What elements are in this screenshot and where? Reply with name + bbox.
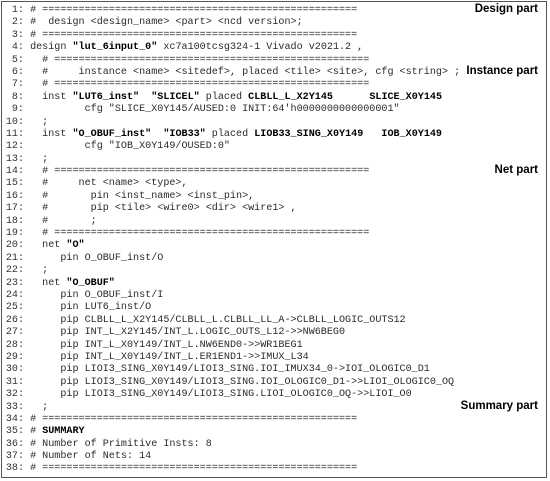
code-text: ; xyxy=(30,116,49,128)
line-number: 30: xyxy=(5,364,24,376)
line-number: 11: xyxy=(5,128,24,140)
code-text: # ==================================================== xyxy=(30,54,370,66)
line-number: 7: xyxy=(11,79,24,91)
line-number: 22: xyxy=(5,265,24,277)
code-line xyxy=(2,240,546,252)
code-line xyxy=(2,203,546,215)
line-number: 29: xyxy=(5,351,24,363)
code-text: # ==================================================== xyxy=(30,29,358,41)
code-text xyxy=(363,129,381,140)
code-text: # net <name> <type>, xyxy=(30,178,188,190)
line-number: 33: xyxy=(5,401,24,413)
line-number: 3: xyxy=(11,29,24,41)
code-line xyxy=(2,216,546,228)
line-number: 5: xyxy=(11,54,24,66)
line-number: 25: xyxy=(5,302,24,314)
line-number: 15: xyxy=(5,178,24,190)
code-line xyxy=(2,352,546,364)
code-keyword-value: CLBLL_L_X2Y145 xyxy=(248,91,333,103)
line-number: 26: xyxy=(5,314,24,326)
code-keyword-value: "SLICEL" xyxy=(151,91,200,103)
code-text: # design <design_name> <part> <ncd version>; xyxy=(30,17,303,29)
code-line xyxy=(2,5,546,17)
code-line xyxy=(2,228,546,240)
code-line xyxy=(2,129,546,141)
line-number: 34: xyxy=(5,413,24,425)
code-text: design xyxy=(30,42,73,54)
code-line xyxy=(2,399,546,414)
code-text: net xyxy=(30,277,67,289)
code-line xyxy=(2,364,546,376)
code-line xyxy=(2,327,546,339)
code-keyword-value: LIOB33_SING_X0Y149 xyxy=(254,128,364,140)
code-text: pin LUT6_inst/O xyxy=(30,302,152,314)
line-number: 2: xyxy=(11,17,24,29)
line-number: 28: xyxy=(5,339,24,351)
section-annotation-summary: Summary part xyxy=(458,400,538,412)
line-number: 31: xyxy=(5,376,24,388)
code-line xyxy=(2,141,546,153)
code-text: # pip <tile> <wire0> <dir> <wire1> , xyxy=(30,203,297,215)
code-text: ; xyxy=(30,401,49,413)
code-text: # ==================================================== xyxy=(30,463,358,475)
code-text xyxy=(139,92,151,103)
line-number: 16: xyxy=(5,190,24,202)
code-keyword-value: "IOB33" xyxy=(163,128,206,140)
code-text: pin O_OBUF_inst/I xyxy=(30,289,164,301)
code-line xyxy=(2,104,546,116)
code-line xyxy=(2,463,546,475)
line-number: 1: xyxy=(11,5,24,16)
code-text: # ; xyxy=(30,215,97,227)
code-line xyxy=(2,79,546,91)
code-text: # Number of Nets: 14 xyxy=(30,451,152,463)
section-annotation-design: Design part xyxy=(472,3,538,15)
line-number: 23: xyxy=(5,277,24,289)
line-number: 36: xyxy=(5,438,24,450)
code-text: # ==================================================== xyxy=(30,166,370,178)
line-number: 38: xyxy=(5,463,24,475)
code-text xyxy=(151,129,163,140)
line-number: 14: xyxy=(5,166,24,178)
code-line xyxy=(2,92,546,104)
code-text xyxy=(333,92,369,103)
code-keyword-value: IOB_X0Y149 xyxy=(381,128,442,140)
code-text: # xyxy=(30,426,43,438)
code-text: # ==================================================== xyxy=(30,228,370,240)
code-line xyxy=(2,30,546,42)
code-keyword-value: SLICE_X0Y145 xyxy=(369,91,443,103)
code-listing xyxy=(2,5,546,476)
code-text: # ==================================================== xyxy=(30,79,370,91)
code-listing-frame xyxy=(1,1,547,478)
code-line xyxy=(2,340,546,352)
code-text: pip LIOI3_SING_X0Y149/LIOI3_SING.IOI_OLOGIC0_D1->>LIOI_OLOGIC0_OQ xyxy=(30,376,455,388)
code-line xyxy=(2,117,546,129)
code-line xyxy=(2,166,546,178)
code-text: # pin <inst_name> <inst_pin>, xyxy=(30,190,255,202)
line-number: 9: xyxy=(11,104,24,116)
code-line xyxy=(2,64,546,79)
line-number: 27: xyxy=(5,327,24,339)
line-number: 18: xyxy=(5,215,24,227)
code-line xyxy=(2,426,546,438)
line-number: 35: xyxy=(5,426,24,438)
code-text: # ==================================================== xyxy=(30,413,358,425)
code-line xyxy=(2,290,546,302)
code-text: placed xyxy=(199,91,249,103)
line-number: 12: xyxy=(5,141,24,153)
section-annotation-net: Net part xyxy=(492,164,538,176)
line-number: 13: xyxy=(5,153,24,165)
code-line xyxy=(2,377,546,389)
code-text: pip LIOI3_SING_X0Y149/LIOI3_SING.IOI_IMUX34_0->IOI_OLOGIC0_D1 xyxy=(30,364,430,376)
code-keyword-value: "LUT6_inst" xyxy=(72,91,140,103)
line-number: 32: xyxy=(5,389,24,401)
line-number: 4: xyxy=(11,42,24,54)
code-line xyxy=(2,265,546,277)
line-number: 21: xyxy=(5,252,24,264)
code-line xyxy=(2,253,546,265)
code-line xyxy=(2,42,546,54)
line-number: 20: xyxy=(5,240,24,252)
code-keyword-value: "O" xyxy=(66,240,85,252)
code-text: pip LIOI3_SING_X0Y149/LIOI3_SING.LIOI_OLOGIC0_OQ->>LIOI_O0 xyxy=(30,389,412,401)
code-line xyxy=(2,302,546,314)
code-text: pin O_OBUF_inst/O xyxy=(30,252,164,264)
code-text: placed xyxy=(205,128,255,140)
code-line xyxy=(2,414,546,426)
code-text: # Number of Primitive Insts: 8 xyxy=(30,438,212,450)
code-text: cfg "SLICE_X0Y145/AUSED:0 INIT:64'h0000000000000001" xyxy=(30,104,400,116)
code-text: # ==================================================== xyxy=(30,5,358,16)
code-keyword-value: SUMMARY xyxy=(42,426,85,438)
code-keyword-value: "lut_6input_0" xyxy=(72,42,158,54)
code-text: ; xyxy=(30,265,49,277)
line-number: 19: xyxy=(5,228,24,240)
code-line xyxy=(2,154,546,166)
code-line xyxy=(2,451,546,463)
code-text: cfg "IOB_X0Y149/OUSED:0" xyxy=(30,141,230,153)
code-line xyxy=(2,178,546,190)
section-annotation-instance: Instance part xyxy=(463,65,538,77)
code-text: pip INT_L_X0Y149/INT_L.NW6END0->>WR1BEG1 xyxy=(30,339,303,351)
code-text: net xyxy=(30,240,67,252)
code-text: xc7a100tcsg324-1 Vivado v2021.2 , xyxy=(157,42,364,54)
code-text: ; xyxy=(30,153,49,165)
code-line xyxy=(2,315,546,327)
code-text: pip INT_L_X0Y149/INT_L.ER1END1->>IMUX_L34 xyxy=(30,351,309,363)
code-line xyxy=(2,439,546,451)
code-line xyxy=(2,278,546,290)
code-line xyxy=(2,191,546,203)
code-text: inst xyxy=(30,91,73,103)
code-text: # instance <name> <sitedef>, placed <tile> <site>, cfg <string> ; xyxy=(30,66,461,78)
code-text: pip INT_L_X2Y145/INT_L.LOGIC_OUTS_L12->>NW6BEG0 xyxy=(30,327,346,339)
line-number: 17: xyxy=(5,203,24,215)
line-number: 37: xyxy=(5,451,24,463)
line-number: 6: xyxy=(11,66,24,78)
code-line xyxy=(2,17,546,29)
line-number: 10: xyxy=(5,116,24,128)
code-keyword-value: "O_OBUF_inst" xyxy=(72,128,152,140)
line-number: 24: xyxy=(5,289,24,301)
code-text: pip CLBLL_L_X2Y145/CLBLL_L.CLBLL_LL_A->CLBLL_LOGIC_OUTS12 xyxy=(30,314,406,326)
code-text: inst xyxy=(30,128,73,140)
code-keyword-value: "O_OBUF" xyxy=(66,277,115,289)
line-number: 8: xyxy=(11,91,24,103)
